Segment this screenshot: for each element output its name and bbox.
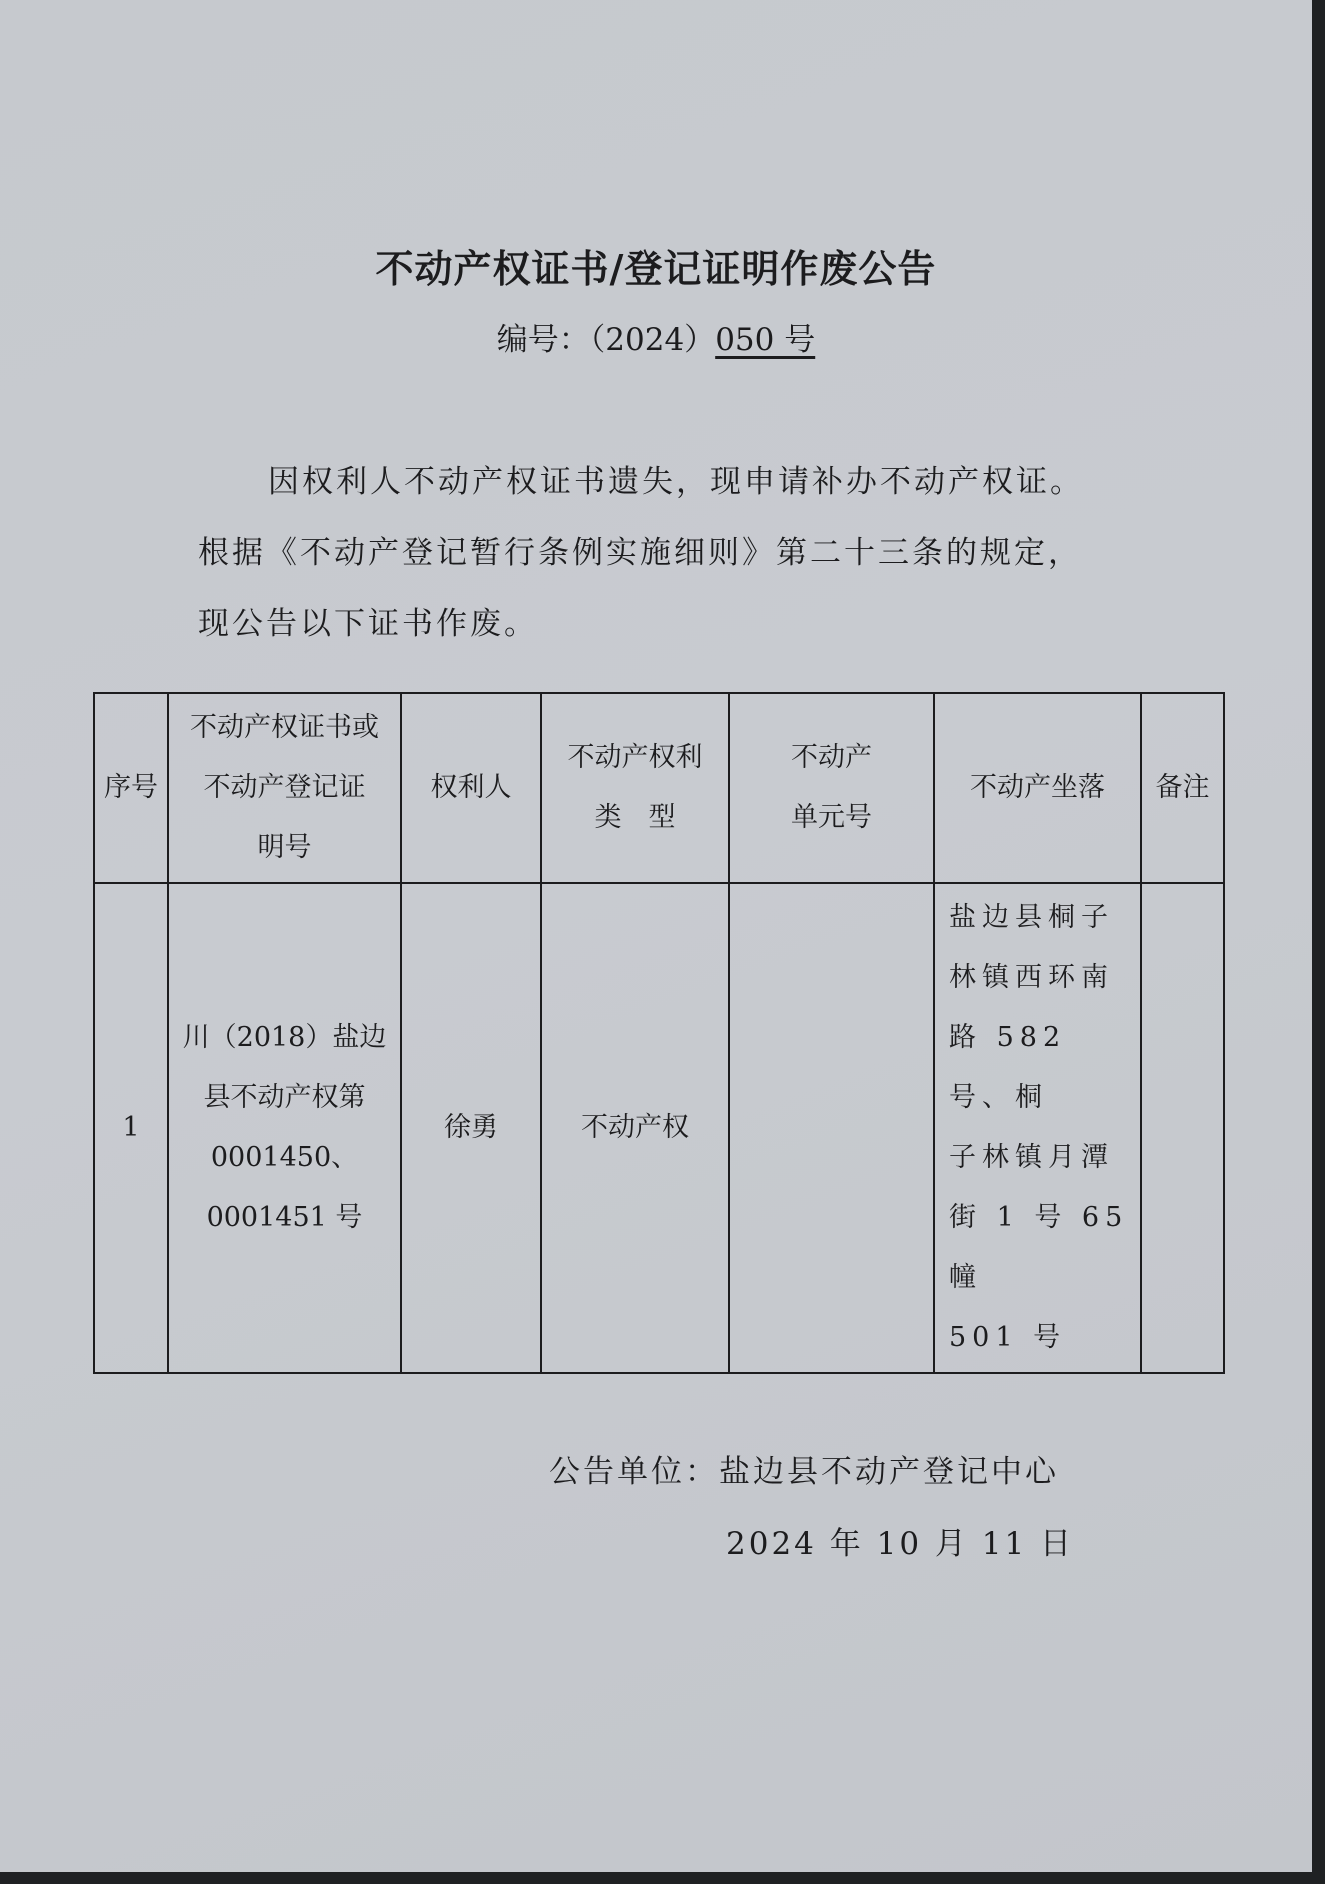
header-unit-number: [729, 693, 934, 883]
header-type-line-2: 类 型: [594, 802, 676, 833]
body-line-3: 现公告以下证书作废。: [198, 606, 538, 642]
header-cert-line-2: 不动产登记证: [203, 772, 366, 803]
loc-line-2: 林镇西环南: [949, 962, 1114, 993]
header-cert-number: [168, 693, 401, 883]
cert-line-2: 县不动产权第: [203, 1082, 366, 1113]
notice-number-prefix: 编号：（2024）: [496, 322, 716, 358]
cert-line-3: 0001450、: [210, 1142, 359, 1173]
header-location: 不动产坐落: [934, 693, 1141, 883]
header-unit-line-2: 单元号: [791, 802, 872, 833]
notice-number: [0, 314, 1312, 359]
header-seq: 序号: [94, 693, 168, 883]
loc-line-5: 街 1 号 65 幢: [949, 1202, 1129, 1293]
body-line-2: 根据《不动产登记暂行条例实施细则》第二十三条的规定，: [198, 535, 1082, 571]
cell-holder: 徐勇: [401, 883, 541, 1373]
body-line-1: 因权利人不动产权证书遗失，现申请补办不动产权证。: [268, 464, 1084, 500]
header-remark: 备注: [1141, 693, 1224, 883]
cell-location: [934, 883, 1141, 1373]
table-header-row: [94, 693, 1224, 883]
cell-unit-number: [729, 883, 934, 1373]
header-unit-line-1: 不动产: [791, 742, 872, 773]
cell-right-type: 不动产权: [541, 883, 729, 1373]
header-cert-line-3: 明号: [257, 832, 312, 863]
header-holder: 权利人: [401, 693, 541, 883]
header-cert-line-1: 不动产权证书或: [190, 712, 379, 743]
loc-line-4: 子林镇月潭: [949, 1142, 1114, 1173]
loc-line-1: 盐边县桐子: [949, 902, 1114, 933]
issuing-unit: 公告单位：盐边县不动产登记中心: [549, 1454, 1059, 1490]
header-right-type: [541, 693, 729, 883]
cert-line-1: 川（2018）盐边: [182, 1022, 387, 1053]
cell-cert-number: [168, 883, 401, 1373]
cert-line-4: 0001451 号: [206, 1202, 363, 1233]
notice-title: 不动产权证书/登记证明作废公告: [375, 246, 937, 291]
cell-seq: 1: [94, 883, 168, 1373]
loc-line-6: 501 号: [949, 1322, 1067, 1353]
notice-number-value: 050 号: [715, 322, 816, 358]
void-certificate-table: [93, 692, 1225, 1374]
header-type-line-1: 不动产权利: [567, 742, 703, 773]
loc-line-3: 路 582 号、桐: [949, 1022, 1067, 1113]
table-row: [94, 883, 1224, 1373]
issue-date: 2024 年 10 月 11 日: [726, 1526, 1075, 1562]
cell-remark: [1141, 883, 1224, 1373]
